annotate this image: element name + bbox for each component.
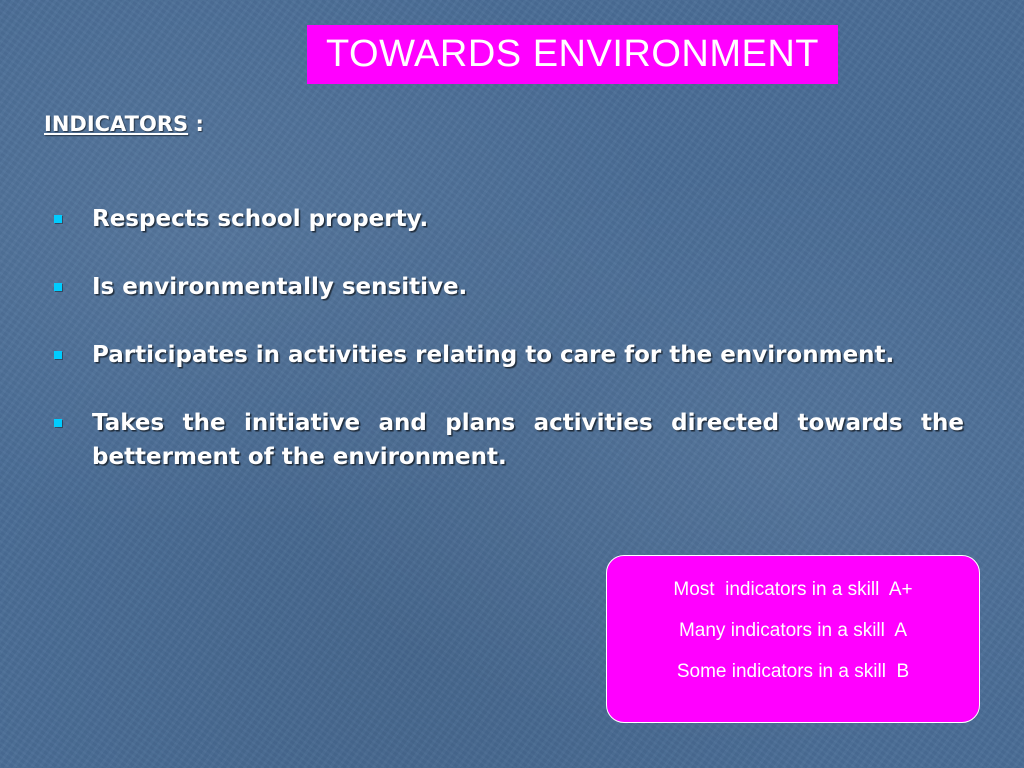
square-bullet-icon [54,283,62,291]
bullet-text: Is environmentally sensitive. [92,274,468,300]
square-bullet-icon [54,419,62,427]
title-banner [307,25,838,84]
list-item [50,338,964,372]
bullet-text: Takes the initiative and plans activities directed towards the betterment of the environment. [92,410,964,470]
slide-title: TOWARDS ENVIRONMENT [326,33,819,75]
grading-box [606,555,980,723]
list-item [50,202,964,236]
indicators-label: INDICATORS [44,112,189,136]
square-bullet-icon [54,351,62,359]
list-item [50,406,964,474]
indicators-colon: : [188,112,204,136]
bullet-text: Respects school property. [92,206,429,232]
grade-line-a-plus: Most indicators in a skill A+ [673,579,913,600]
grade-line-b: Some indicators in a skill B [676,661,910,682]
square-bullet-icon [54,215,62,223]
indicator-list [50,202,964,474]
list-item [50,270,964,304]
indicators-heading [44,112,204,136]
bullet-text: Participates in activities relating to care for the environment. [92,342,895,368]
grade-line-a: Many indicators in a skill A [678,620,908,641]
